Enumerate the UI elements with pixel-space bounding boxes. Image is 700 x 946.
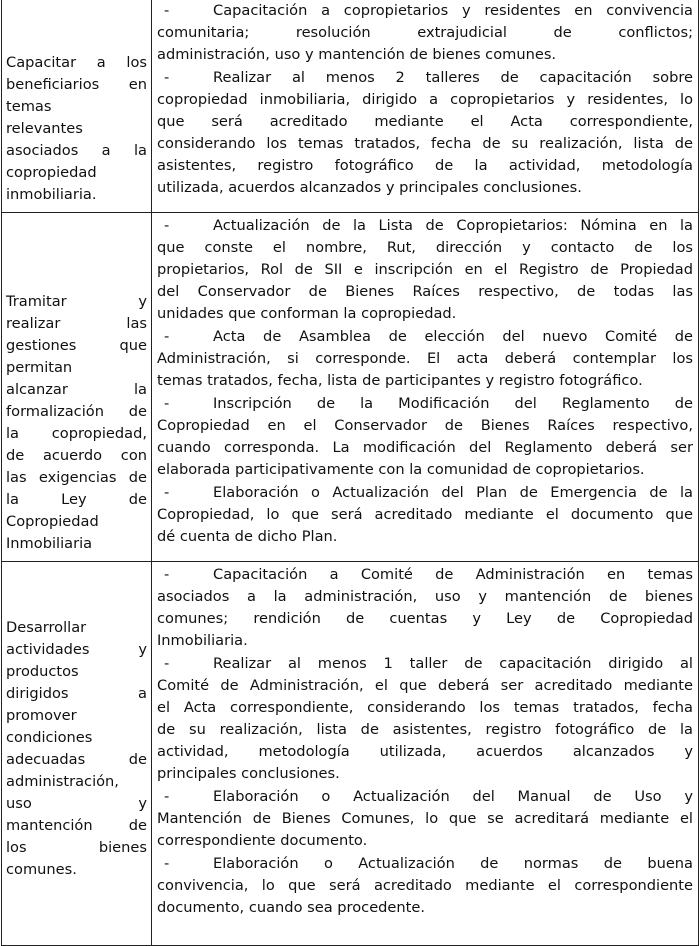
objective-text-line: inmobiliaria. <box>6 186 97 203</box>
activity-text-line: dé cuenta de dicho Plan. <box>157 528 338 545</box>
activities-cell <box>152 562 699 946</box>
activity-text-line: que conste el nombre, Rut, dirección y contacto de los <box>157 239 693 256</box>
activity-text-line: temas tratados, fecha, lista de participantes y registro fotográfico. <box>157 372 643 389</box>
objective-text-line: productos <box>6 662 79 680</box>
activity-text-line: Elaboración o Actualización del Plan de Emergencia de la <box>213 484 693 501</box>
activity-text-line: unidades que conforman la copropiedad. <box>157 305 457 322</box>
objective-text-line: dirigidos a <box>6 684 147 702</box>
objective-text-line: comunes. <box>6 860 77 878</box>
activity-text-line: asociados a la administración, uso y mantención de bienes <box>157 588 693 605</box>
activity-text-line: asistentes, registro fotográfico de la actividad, metodología <box>157 157 693 174</box>
activity-text-line: elaborada participativamente con la comunidad de copropietarios. <box>157 461 645 478</box>
objective-text-line: uso y <box>6 794 147 812</box>
objective-text-line: formalización de <box>6 403 147 420</box>
objective-text-line: promover <box>6 706 77 724</box>
objective-text-line: actividades y <box>6 640 147 658</box>
activity-item <box>157 0 693 66</box>
objective-text-line: la Ley de <box>6 491 147 508</box>
activity-text-line: Copropiedad en el Conservador de Bienes Raíces respectivo, <box>157 417 693 434</box>
activity-text-line: cuando corresponda. La modificación del Reglamento deberá ser <box>157 439 693 456</box>
activity-text-line: comunes; rendición de cuentas y Ley de Copropiedad <box>157 610 693 627</box>
table-row <box>2 562 699 946</box>
activity-text-line: comunitaria; resolución extrajudicial de conflictos; <box>157 24 693 41</box>
objective-cell <box>2 0 152 213</box>
bullet-dash: - <box>164 788 170 805</box>
activity-text-line: administración, uso y mantención de bienes comunes. <box>157 46 557 63</box>
bullet-dash: - <box>164 566 170 583</box>
activity-text-line: correspondiente documento. <box>157 832 368 849</box>
activity-text-line: Elaboración o Actualización del Manual de Uso y <box>213 788 693 805</box>
activity-first-line <box>157 786 693 808</box>
activity-text-line: principales conclusiones. <box>157 765 340 782</box>
objective-text-line: temas <box>6 98 52 115</box>
activity-item <box>157 853 693 919</box>
activity-text-line: el Acta correspondiente, considerando los temas tratados, fecha <box>157 699 693 716</box>
activity-first-line <box>157 0 693 22</box>
objective-text-line: los bienes <box>6 838 147 856</box>
activity-item <box>157 326 693 392</box>
bullet-dash: - <box>164 69 170 86</box>
objective-text-line: mantención de <box>6 816 147 834</box>
activity-text-line: copropiedad inmobiliaria, dirigido a copropietarios y residentes, lo <box>157 91 693 108</box>
activity-text-line: Administración, si corresponde. El acta deberá contemplar los <box>157 350 693 367</box>
activity-text-line: que será acreditado mediante el Acta correspondiente, <box>157 113 693 130</box>
activity-item <box>157 482 693 548</box>
bullet-dash: - <box>164 328 170 345</box>
objective-cell <box>2 213 152 562</box>
activity-text-line: documento, cuando sea procedente. <box>157 899 426 916</box>
activity-text-line: utilizada, acuerdos alcanzados y principales conclusiones. <box>157 179 582 196</box>
objective-text-line: Inmobiliaria <box>6 535 93 552</box>
objective-text-line: gestiones que <box>6 337 147 354</box>
activity-text-line: Realizar al menos 2 talleres de capacitación sobre <box>213 69 693 86</box>
bullet-dash: - <box>164 2 170 19</box>
activity-item <box>157 653 693 785</box>
activity-item <box>157 786 693 852</box>
activity-text-line: de su realización, lista de asistentes, registro fotográfico de la <box>157 721 693 738</box>
bullet-dash: - <box>164 217 170 234</box>
objective-text-line: permitan <box>6 359 73 376</box>
objective-text-line: Desarrollar <box>6 618 87 636</box>
objective-text-line: relevantes <box>6 120 83 137</box>
activity-text-line: Realizar al menos 1 taller de capacitación dirigido al <box>213 655 693 672</box>
activity-item <box>157 215 693 325</box>
objective-text-line: Capacitar a los <box>6 54 147 71</box>
table-row <box>2 0 699 213</box>
activity-text-line: Capacitación a Comité de Administración en temas <box>213 566 693 583</box>
activity-text-line: Copropiedad, lo que será acreditado mediante el documento que <box>157 506 693 523</box>
activity-text-line: Mantención de Bienes Comunes, lo que se acreditará mediante el <box>157 810 693 827</box>
activity-first-line <box>157 653 693 675</box>
activity-first-line <box>157 853 693 875</box>
activity-first-line <box>157 564 693 586</box>
activity-text-line: Elaboración o Actualización de normas de buena <box>213 855 693 872</box>
table-row <box>2 213 699 562</box>
activity-first-line <box>157 393 693 415</box>
objective-text-line: alcanzar la <box>6 381 147 398</box>
objective-cell <box>2 562 152 946</box>
objective-text-line: copropiedad <box>6 164 97 181</box>
objective-text-line: Copropiedad <box>6 513 99 530</box>
activity-text-line: Actualización de la Lista de Copropietarios: Nómina en la <box>213 217 693 234</box>
bullet-dash: - <box>164 484 170 501</box>
activity-item <box>157 393 693 481</box>
activity-text-line: propietarios, Rol de SII e inscripción en el Registro de Propiedad <box>157 261 693 278</box>
objective-text-line: realizar las <box>6 315 147 332</box>
bullet-dash: - <box>164 395 170 412</box>
objective-text-line: la copropiedad, <box>6 425 147 442</box>
activity-text-line: actividad, metodología utilizada, acuerdos alcanzados y <box>157 743 693 760</box>
requirements-table <box>1 0 699 946</box>
activity-first-line <box>157 67 693 89</box>
activity-item <box>157 67 693 199</box>
activity-text-line: Capacitación a copropietarios y residentes en convivencia <box>213 2 693 19</box>
activity-text-line: convivencia, lo que será acreditado mediante el correspondiente <box>157 877 693 894</box>
objective-text-line: las exigencias de <box>6 469 147 486</box>
activity-text-line: Inscripción de la Modificación del Reglamento de <box>213 395 693 412</box>
objective-text-line: asociados a la <box>6 142 147 159</box>
activity-text-line: Comité de Administración, el que deberá ser acreditado mediante <box>157 677 693 694</box>
bullet-dash: - <box>164 655 170 672</box>
activity-first-line <box>157 326 693 348</box>
activities-cell <box>152 213 699 562</box>
activity-first-line <box>157 482 693 504</box>
objective-text-line: de acuerdo con <box>6 447 147 464</box>
activity-text-line: del Conservador de Bienes Raíces respectivo, de todas las <box>157 283 693 300</box>
activity-first-line <box>157 215 693 237</box>
objective-text-line: Tramitar y <box>6 293 147 310</box>
activity-text-line: Acta de Asamblea de elección del nuevo Comité de <box>213 328 693 345</box>
objective-text-line: adecuadas de <box>6 750 147 768</box>
objective-text-line: administración, <box>6 772 119 790</box>
objective-text-line: condiciones <box>6 728 93 746</box>
bullet-dash: - <box>164 855 170 872</box>
objective-text-line: beneficiarios en <box>6 76 147 93</box>
activity-text-line: Inmobiliaria. <box>157 632 248 649</box>
activity-item <box>157 564 693 652</box>
activities-cell <box>152 0 699 213</box>
activity-text-line: considerando los temas tratados, fecha de su realización, lista de <box>157 135 693 152</box>
